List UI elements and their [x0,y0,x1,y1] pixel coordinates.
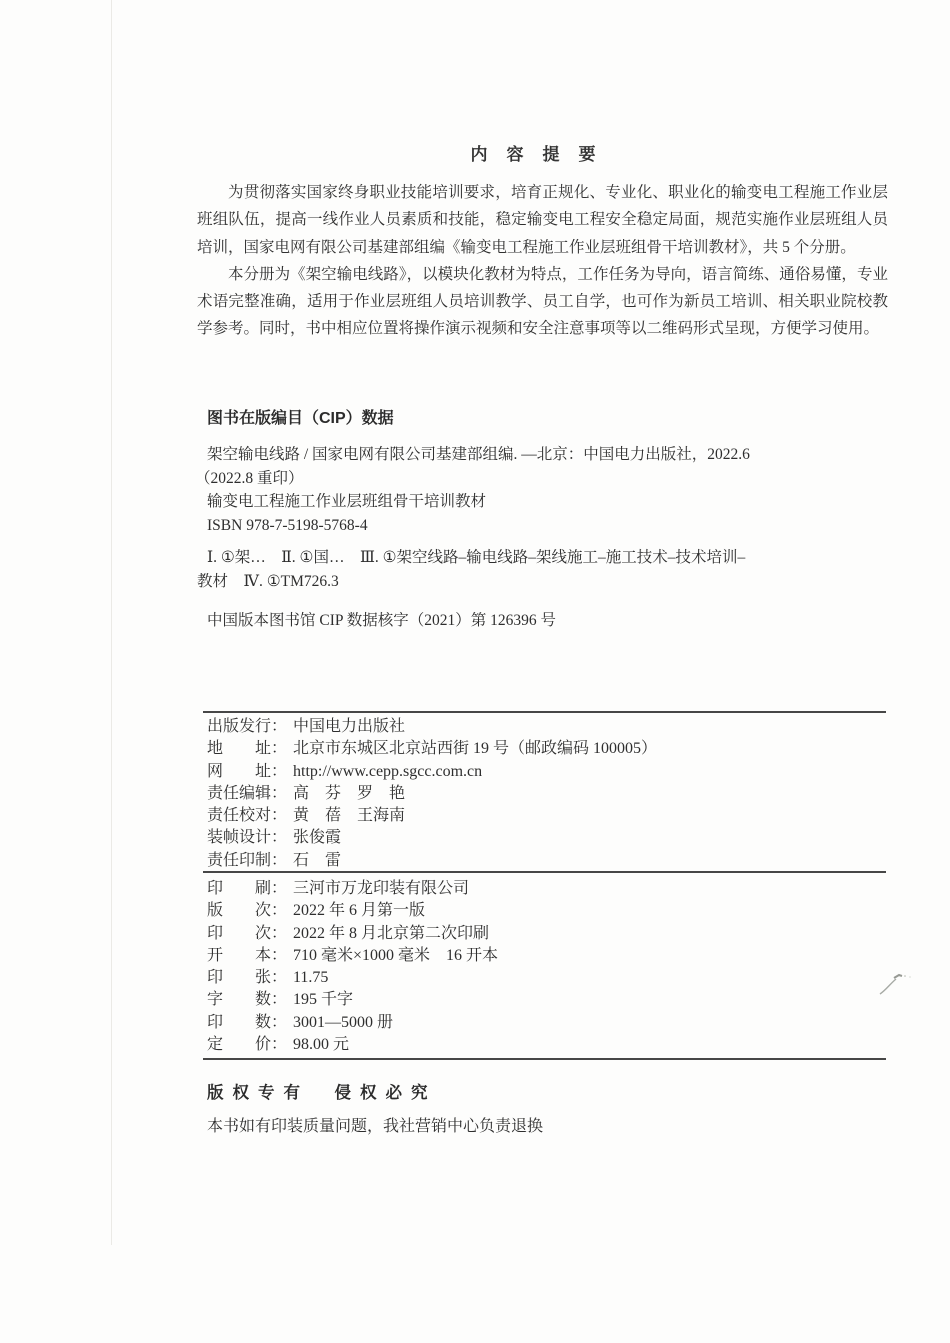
info-row-print-supervisor [197,850,888,872]
info-label: 印 数： [207,1013,288,1031]
summary-title: 内容提要 [470,145,615,164]
cip-classification-line-2: 教材 Ⅳ. ①TM726.3 [197,572,339,590]
return-policy-line: 本书如有印装质量问题，我社营销中心负责退换 [207,1118,544,1135]
info-row-sheets [197,967,888,989]
info-label: 印 次： [207,924,288,942]
info-value: 高 芬 罗 艳 [293,784,406,802]
cip-heading: 图书在版编目（CIP）数据 [207,410,394,427]
info-label: 责任校对： [207,807,288,825]
cip-classification-block [197,546,888,593]
cip-record-line-1: 架空输电线路 / 国家电网有限公司基建部组编. —北京：中国电力出版社，2022.6 [207,446,750,463]
divider-rule-middle [203,871,886,873]
info-row-price [197,1034,888,1056]
info-value: http://www.cepp.sgcc.com.cn [293,762,483,780]
info-value: 2022 年 8 月北京第二次印刷 [293,924,490,942]
info-row-impression [197,923,888,945]
copyright-notice: 版权专有 侵权必究 [207,1084,437,1102]
cip-registration-number: 中国版本图书馆 CIP 数据核字（2021）第 126396 号 [207,612,557,629]
divider-rule-top [203,711,886,713]
summary-paragraph-2: 本分册为《架空输电线路》，以模块化教材为特点，工作任务为导向，语言简练、通俗易懂，专业术语完整准确，适用于作业层班组人员培训教学、员工自学，也可作为新员工培训、相关职业院校教学参考。同时，书中相应位置将操作演示视频和安全注意事项等以二维码形式呈现，方便学习使用。 [197,265,888,338]
info-row-edition [197,900,888,922]
info-value: 北京市东城区北京站西街 19 号（邮政编码 100005） [293,740,658,758]
info-label: 印 张： [207,969,288,987]
summary-paragraph-1: 为贯彻落实国家终身职业技能培训要求，培育正规化、专业化、职业化的输变电工程施工作业层班组队伍，提高一线作业人员素质和技能，稳定输变电工程安全稳定局面，规范实施作业层班组人员培训，国家电网有限公司基建部组编《输变电工程施工作业层班组骨干培训教材》，共 5 个分册。 [197,184,888,256]
info-label: 字 数： [207,991,288,1009]
info-row-print-run [197,1012,888,1034]
info-label: 网 址： [207,762,288,780]
info-label: 责任编辑： [207,784,288,802]
scan-edge-line [111,0,112,1245]
info-value: 2022 年 6 月第一版 [293,902,426,920]
cip-isbn: ISBN 978-7-5198-5768-4 [207,516,368,534]
info-label: 定 价： [207,1036,288,1054]
info-value: 黄 蓓 王海南 [293,807,406,825]
summary-section [197,179,888,343]
info-row-word-count [197,989,888,1011]
info-label: 开 本： [207,946,288,964]
divider-rule-bottom [203,1058,886,1060]
info-value: 98.00 元 [293,1036,350,1054]
cip-record-line-2: （2022.8 重印） [195,469,304,487]
cip-series-title: 输变电工程施工作业层班组骨干培训教材 [207,493,487,510]
info-value: 195 千字 [293,991,354,1009]
info-value: 三河市万龙印装有限公司 [293,880,470,897]
info-row-address [197,738,888,760]
info-row-proofreader [197,805,888,827]
info-label: 地 址： [207,740,288,758]
info-value: 中国电力出版社 [293,718,406,735]
info-value: 710 毫米×1000 毫米 16 开本 [293,946,499,964]
printing-info-block [197,878,888,1056]
info-value: 石 雷 [293,851,342,869]
cip-record-block [197,443,898,537]
info-row-designer [197,827,888,849]
info-label: 出版发行： [207,718,288,735]
info-row-editor [197,783,888,805]
info-value: 11.75 [293,969,329,987]
info-row-format [197,945,888,967]
info-value: 3001—5000 册 [293,1013,394,1031]
info-row-website [197,761,888,783]
info-label: 责任印制： [207,851,288,869]
info-row-publisher [197,716,888,738]
info-value: 张俊霞 [293,829,342,847]
publication-info-block [197,716,888,872]
info-label: 版 次： [207,902,288,920]
info-row-printer [197,878,888,900]
info-label: 装帧设计： [207,829,288,847]
pen-mark-artifact [876,966,920,1000]
info-label: 印 刷： [207,880,288,897]
cip-classification-line-1: Ⅰ. ①架… Ⅱ. ①国… Ⅲ. ①架空线路–输电线路–架线施工–施工技术–技术培训– [207,549,746,566]
